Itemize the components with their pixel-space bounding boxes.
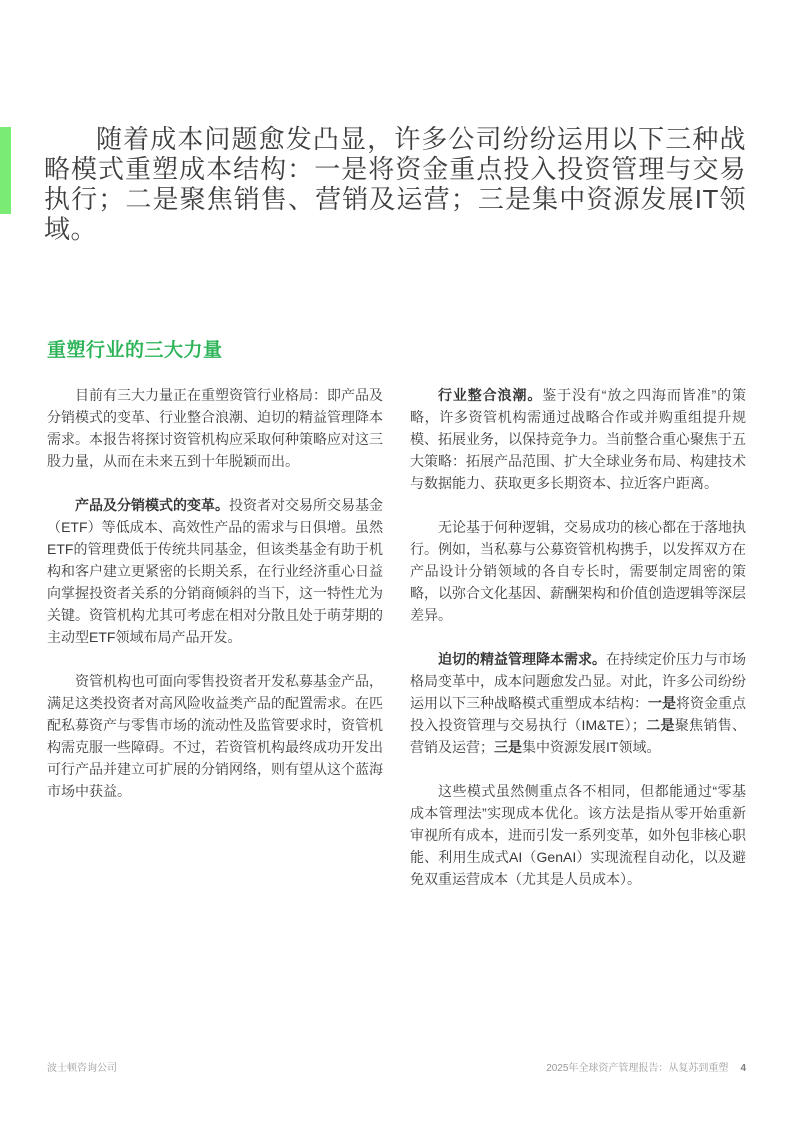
paragraph-text: 无论基于何种逻辑，交易成功的核心都在于落地执行。例如，当私募与公募资管机构携手，以发挥双方在产品设计分销领域的各自专长时，需要制定周密的策略，以弥合文化基因、薪酬架构和价值创造逻辑等深层差异。 [410, 519, 746, 623]
paragraph-text: 将资金重点投入投资管理与交易执行（IM&TE）； [410, 695, 746, 733]
right-column [410, 384, 746, 912]
paragraph-lead: 行业整合浪潮。 [438, 387, 543, 403]
paragraph-text: 集中资源发展IT领域。 [522, 739, 661, 755]
paragraph-retail-private-funds [47, 670, 383, 802]
paragraph-text: 鉴于没有“放之四海而皆准”的策略，许多资管机构需通过战略合作或并购重组提升规模、拓展业务，以保持竞争力。当前整合重心聚焦于五大策略：拓展产品范围、扩大全球业务布局、构建技术与数据能力、获取更多长期资本、拉近客户距离。 [410, 387, 747, 491]
paragraph-lead: 迫切的精益管理降本需求。 [438, 651, 606, 667]
paragraph-text: 资管机构也可面向零售投资者开发私募基金产品，满足这类投资者对高风险收益类产品的配置需求。在匹配私募资产与零售市场的流动性及监管要求时，资管机构需克服一些障碍。不过，若资管机构最终成功开发出可行产品并建立可扩展的分销网络，则有望从这个蓝海市场中获益。 [47, 673, 383, 799]
paragraph-execution [410, 516, 746, 626]
paragraph-product-distribution [47, 494, 383, 648]
paragraph-text: 在持续定价压力与市场格局变革中，成本问题愈发凸显。对此，许多公司纷纷运用以下三种战略模式重塑成本结构： [410, 651, 746, 711]
left-column [47, 384, 383, 912]
paragraph-lean-cost [410, 648, 746, 758]
paragraph-text: 这些模式虽然侧重点各不相同，但都能通过“零基成本管理法”实现成本优化。该方法是指从零开始重新审视所有成本，进而引发一系列变革，如外包非核心职能、利用生成式AI（GenAI）实现流程自动化，以及避免双重运营成本（尤其是人员成本）。 [410, 783, 746, 887]
paragraph-intro [47, 384, 383, 472]
paragraph-lead: 产品及分销模式的变革。 [75, 497, 229, 513]
paragraph-zero-based-cost [410, 780, 746, 890]
page-footer [47, 1062, 746, 1076]
paragraph-text: 目前有三大力量正在重塑资管行业格局：即产品及分销模式的变革、行业整合浪潮、迫切的精益管理降本需求。本报告将探讨资管机构应采取何种策略应对这三股力量，从而在未来五到十年脱颖而出。 [47, 387, 383, 469]
footer-company: 波士顿咨询公司 [47, 1063, 117, 1074]
footer-page-number: 4 [740, 1063, 746, 1074]
paragraph-text: 投资者对交易所交易基金（ETF）等低成本、高效性产品的需求与日俱增。虽然ETF的管理费低于传统共同基金，但该类基金有助于机构和客户建立更紧密的长期关系，在行业经济重心日益向掌握投资者关系的分销商倾斜的当下，这一特性尤为关键。资管机构尤其可考虑在相对分散且处于萌芽期的主动型ETF领域布局产品开发。 [47, 497, 383, 645]
footer-report-title: 2025年全球资产管理报告：从复苏到重塑 [546, 1063, 729, 1074]
paragraph-consolidation [410, 384, 746, 494]
paragraph-emphasis: 二是 [645, 717, 675, 733]
paragraph-text: 聚焦销售、营销及运营； [410, 717, 747, 755]
paragraph-emphasis: 三是 [494, 739, 522, 755]
headline-accent-bar [0, 127, 11, 214]
paragraph-emphasis: 一是 [648, 695, 676, 711]
headline-text: 随着成本问题愈发凸显，许多公司纷纷运用以下三种战略模式重塑成本结构：一是将资金重点投入投资管理与交易执行；二是聚焦销售、营销及运营；三是集中资源发展IT领域。 [44, 124, 746, 244]
section-title: 重塑行业的三大力量 [47, 340, 223, 361]
footer-right [546, 1062, 746, 1076]
two-column-body [47, 384, 746, 912]
